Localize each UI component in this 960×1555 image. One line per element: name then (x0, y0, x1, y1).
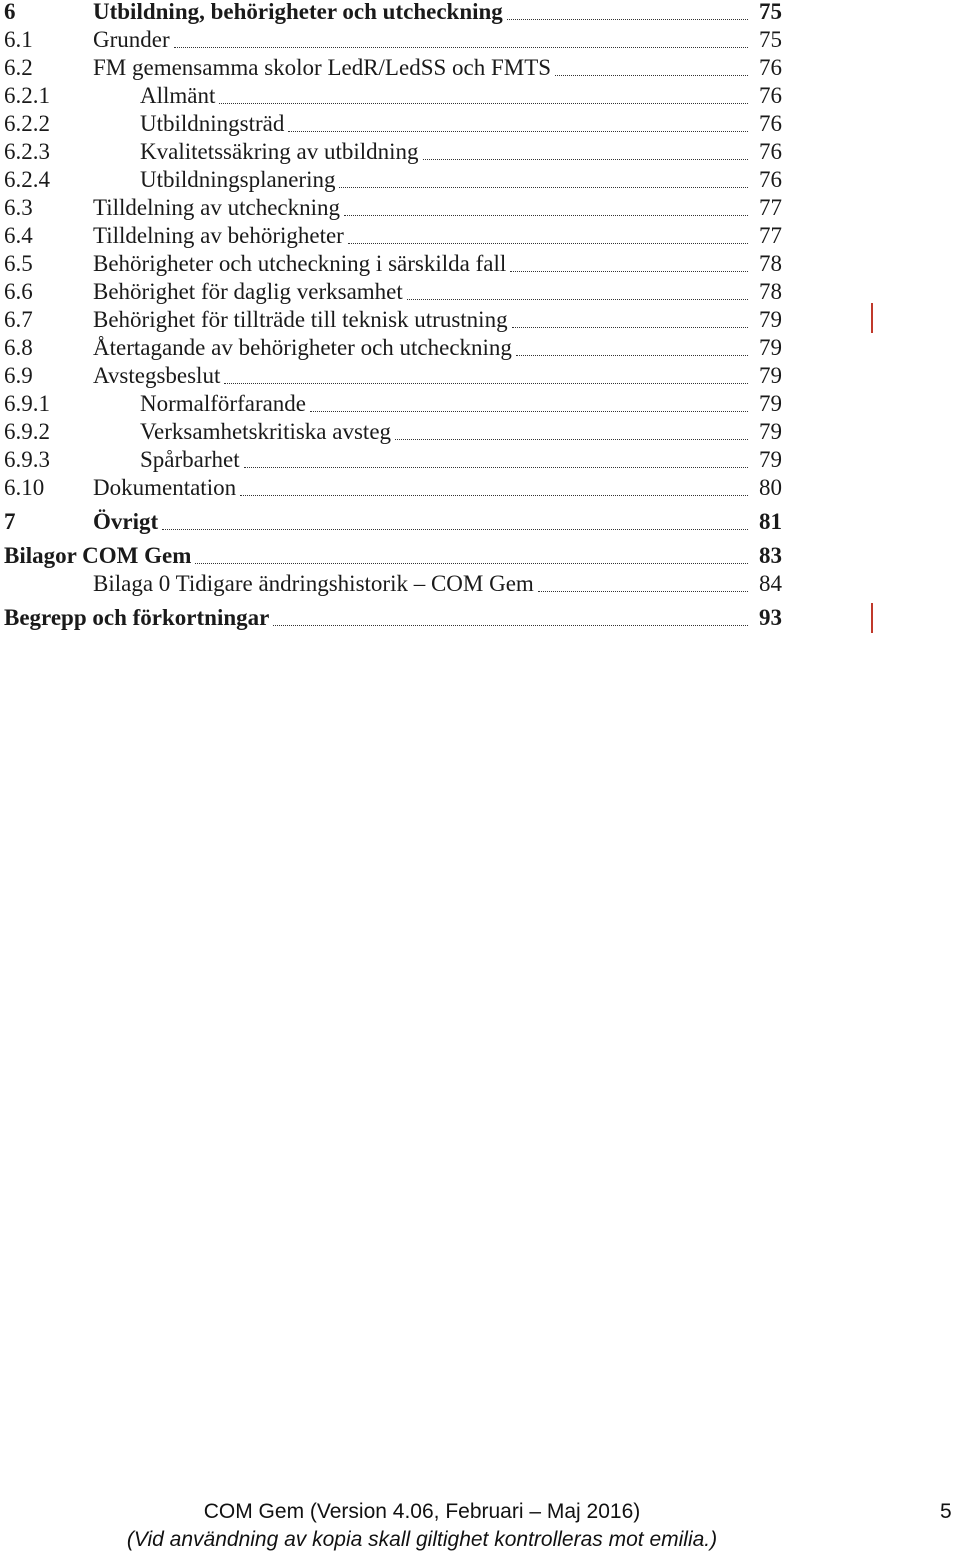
toc-entry-title: Tilldelning av behörigheter (93, 223, 344, 248)
dot-leader (423, 158, 748, 160)
toc-entry-number: 6.6 (4, 279, 33, 304)
toc-entry[interactable] (4, 194, 782, 222)
toc-entry-number: 6.7 (4, 307, 33, 332)
toc-entry-page: 76 (759, 111, 782, 136)
toc-entry-page: 78 (759, 279, 782, 304)
toc-entry[interactable] (4, 542, 782, 570)
dot-leader (310, 410, 748, 412)
toc-entry-page: 83 (759, 543, 782, 568)
toc-entry-title: Allmänt (140, 83, 216, 108)
toc-entry-page: 76 (759, 139, 782, 164)
dot-leader (240, 494, 748, 496)
toc-entry-number: 6 (4, 0, 16, 24)
dot-leader (162, 528, 748, 530)
dot-leader (344, 214, 748, 216)
dot-leader (555, 74, 748, 76)
toc-entry-title: Bilagor COM Gem (4, 543, 192, 568)
toc-entry-title: Normalförfarande (140, 391, 307, 416)
dot-leader (538, 590, 748, 592)
dot-leader (407, 298, 748, 300)
dot-leader (339, 186, 748, 188)
toc-entry[interactable] (4, 0, 782, 26)
toc-entry-title: Spårbarhet (140, 447, 240, 472)
toc-entry-title: Utbildningsplanering (140, 167, 336, 192)
toc-entry[interactable] (4, 26, 782, 54)
toc-entry-page: 84 (759, 571, 782, 596)
toc-entry[interactable] (4, 138, 782, 166)
toc-entry-title: Avstegsbeslut (93, 363, 221, 388)
toc-entry-title: Dokumentation (93, 475, 237, 500)
toc-entry-number: 7 (4, 509, 16, 534)
toc-entry-number: 6.4 (4, 223, 33, 248)
toc-entry-number: 6.5 (4, 251, 33, 276)
footer-document-version: COM Gem (Version 4.06, Februari – Maj 2016) (203, 1500, 641, 1523)
toc-entry[interactable] (4, 82, 782, 110)
toc-entry[interactable] (4, 166, 782, 194)
toc-entry-page: 76 (759, 167, 782, 192)
toc-entry[interactable] (4, 306, 782, 334)
dot-leader (219, 102, 748, 104)
toc-entry-number: 6.1 (4, 27, 33, 52)
toc-entry-page: 80 (759, 475, 782, 500)
dot-leader (244, 466, 748, 468)
dot-leader (395, 438, 748, 440)
dot-leader (195, 562, 748, 564)
toc-entry[interactable] (4, 222, 782, 250)
toc-entry[interactable] (4, 390, 782, 418)
page-number: 5 (940, 1500, 952, 1523)
toc-entry-number: 6.9.3 (4, 447, 50, 472)
toc-entry-page: 77 (759, 223, 782, 248)
toc-entry-title: Utbildning, behörigheter och utcheckning (93, 0, 503, 24)
toc-entry-page: 78 (759, 251, 782, 276)
revision-change-bar (871, 603, 873, 633)
toc-entry-page: 75 (759, 27, 782, 52)
toc-entry-title: Återtagande av behörigheter och utcheckning (93, 335, 512, 360)
toc-entry[interactable] (4, 362, 782, 390)
toc-entry-page: 76 (759, 55, 782, 80)
toc-entry[interactable] (4, 334, 782, 362)
toc-entry[interactable] (4, 54, 782, 82)
toc-entry-number: 6.8 (4, 335, 33, 360)
toc-entry-page: 79 (759, 419, 782, 444)
toc-entry-title: Begrepp och förkortningar (4, 605, 270, 630)
toc-entry-number: 6.9.2 (4, 419, 50, 444)
toc-entry-number: 6.2.3 (4, 139, 50, 164)
dot-leader (348, 242, 748, 244)
toc-entry[interactable] (4, 250, 782, 278)
toc-entry-page: 76 (759, 83, 782, 108)
dot-leader (273, 624, 748, 626)
toc-entry-title: Tilldelning av utcheckning (93, 195, 341, 220)
toc-entry-title: Övrigt (93, 509, 159, 534)
toc-entry-number: 6.3 (4, 195, 33, 220)
toc-entry-page: 75 (759, 0, 782, 24)
footer-validity-note: (Vid användning av kopia skall giltighet kontrolleras mot emilia.) (126, 1528, 718, 1551)
toc-entry[interactable] (4, 110, 782, 138)
toc-entry-page: 79 (759, 307, 782, 332)
toc-entry-number: 6.2.1 (4, 83, 50, 108)
toc-entry-title: Behörigheter och utcheckning i särskilda fall (93, 251, 507, 276)
toc-entry-title: Bilaga 0 Tidigare ändringshistorik – COM Gem (93, 571, 534, 596)
toc-entry-page: 93 (759, 605, 782, 630)
toc-entry-number: 6.9.1 (4, 391, 50, 416)
dot-leader (512, 326, 748, 328)
toc-entry-title: Verksamhetskritiska avsteg (140, 419, 392, 444)
toc-entry[interactable] (4, 508, 782, 536)
toc-entry-number: 6.9 (4, 363, 33, 388)
toc-entry[interactable] (4, 474, 782, 502)
dot-leader (224, 382, 748, 384)
toc-entry[interactable] (4, 446, 782, 474)
toc-entry-page: 81 (759, 509, 782, 534)
toc-entry-page: 79 (759, 447, 782, 472)
toc-entry-page: 79 (759, 335, 782, 360)
toc-entry-number: 6.2.2 (4, 111, 50, 136)
toc-entry[interactable] (4, 570, 782, 598)
toc-entry-title: Behörighet för tillträde till teknisk utrustning (93, 307, 508, 332)
toc-entry[interactable] (4, 278, 782, 306)
toc-entry-number: 6.10 (4, 475, 45, 500)
toc-entry-title: Grunder (93, 27, 170, 52)
revision-change-bar (871, 303, 873, 333)
toc-entry-title: Kvalitetssäkring av utbildning (140, 139, 419, 164)
dot-leader (174, 46, 748, 48)
toc-entry-title: Utbildningsträd (140, 111, 285, 136)
toc-entry-title: FM gemensamma skolor LedR/LedSS och FMTS (93, 55, 552, 80)
toc-entry-page: 79 (759, 363, 782, 388)
dot-leader (510, 270, 748, 272)
toc-entry-page: 79 (759, 391, 782, 416)
dot-leader (516, 354, 748, 356)
dot-leader (288, 130, 748, 132)
dot-leader (507, 18, 748, 20)
toc-entry[interactable] (4, 604, 782, 632)
toc-entry-number: 6.2 (4, 55, 33, 80)
toc-entry-number: 6.2.4 (4, 167, 50, 192)
toc-entry-page: 77 (759, 195, 782, 220)
toc-entry[interactable] (4, 418, 782, 446)
toc-entry-title: Behörighet för daglig verksamhet (93, 279, 403, 304)
